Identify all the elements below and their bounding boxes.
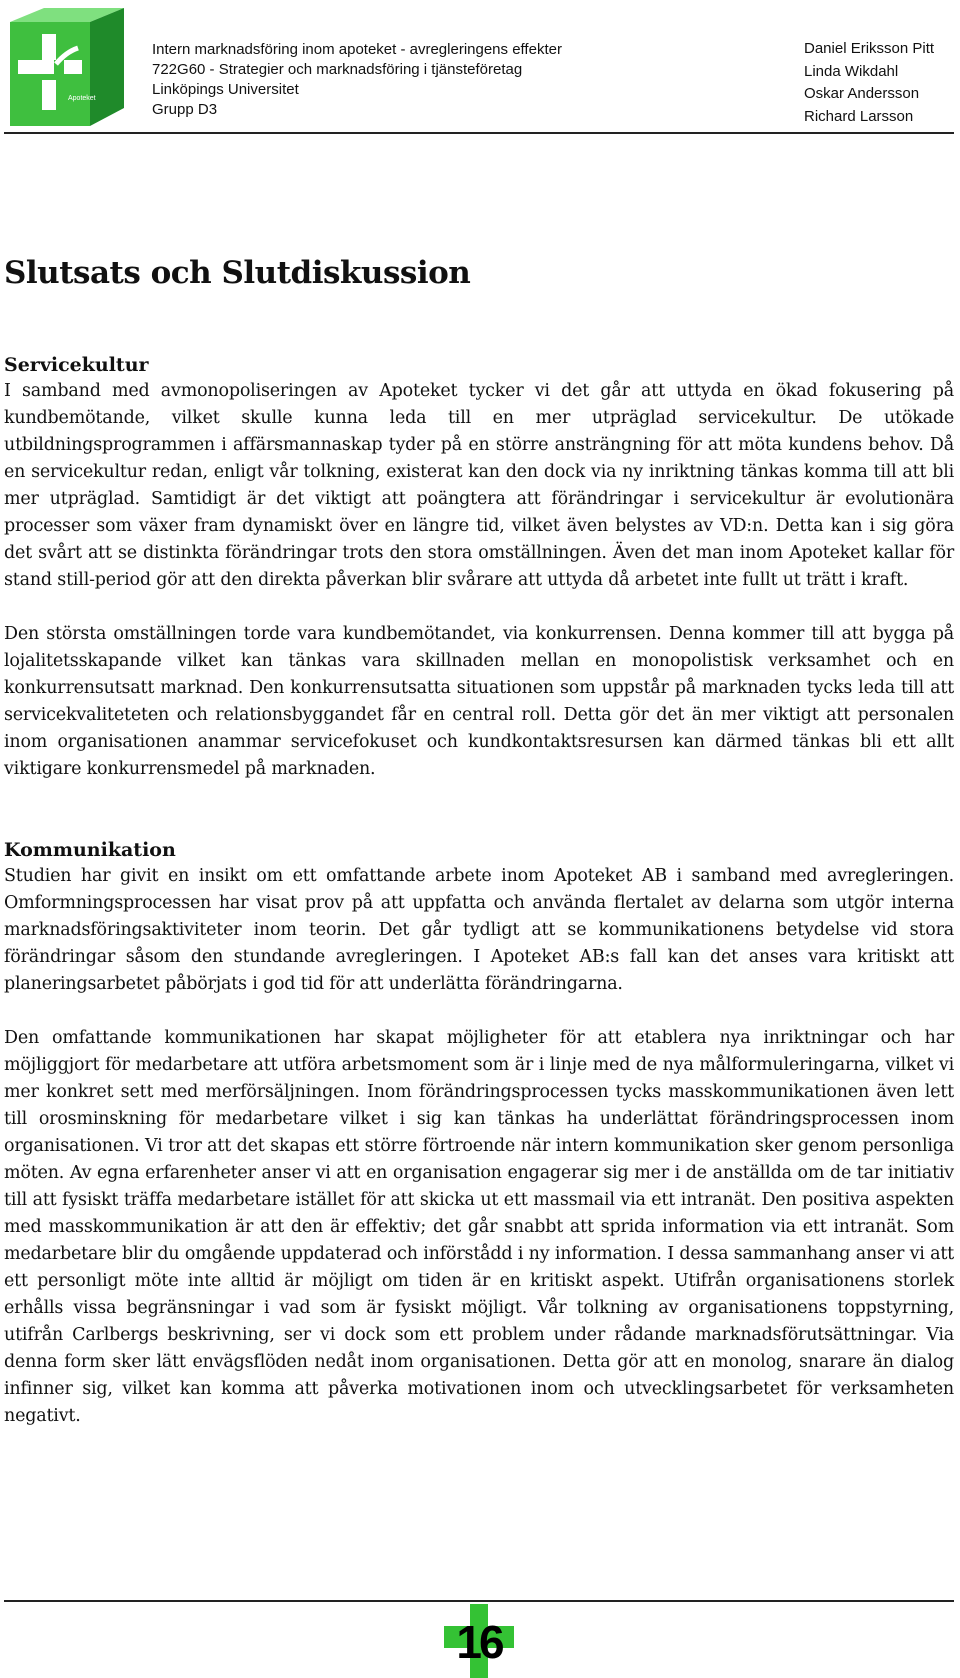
section-heading-servicekultur: Servicekultur xyxy=(4,354,149,376)
author: Linda Wikdahl xyxy=(804,62,899,80)
svg-text:Apoteket: Apoteket xyxy=(68,95,96,102)
author-list xyxy=(804,38,934,128)
university: Linköpings Universitet xyxy=(152,81,299,98)
course-info xyxy=(152,40,562,120)
paragraph: Studien har givit en insikt om ett omfattande arbete inom Apoteket AB i samband med avregleringen. Omformningsprocessen har visat prov på att uppfatta och använda flertalet av delarna som utgör interna marknadsföringsaktiviteter inom teorin. Det går tydligt att se kommunikationens betydelse vid stora förändringar såsom den stundande avregleringen. I Apoteket AB:s fall kan det anses vara kritiskt att planeringsarbetet påbörjats i god tid för att underlätta förändringarna. xyxy=(4,866,954,994)
paragraph: I samband med avmonopoliseringen av Apoteket tycker vi det går att uttyda en ökad fokusering på kundbemötande, vilket skulle kunna leda till en mer utpräglad servicekultur. De utökade utbildningsprogrammen i affärsmannaskap tyder på en större ansträngning för att möta kundens behov. Då en servicekultur redan, enligt vår tolkning, existerat kan den dock via ny inriktning tänkas komma till att bli mer utpräglad. Samtidigt är det viktigt att poängtera att förändringar i servicekultur är evolutionära processer som växer fram dynamiskt över en längre tid, vilket även belystes av VD:n. Detta kan i sig göra det svårt att se distinkta förändringar trots den stora omställningen. Även det man inom Apoteket kallar för stand still-period gör att den direkta påverkan blir svårare att uttyda då arbetet inte fullt ut trätt i kraft. xyxy=(4,381,954,590)
course-code: 722G60 - Strategier och marknadsföring i tjänsteföretag xyxy=(152,61,523,78)
author: Richard Larsson xyxy=(804,107,914,125)
page-title: Slutsats och Slutdiskussion xyxy=(4,255,471,291)
header-divider xyxy=(4,132,954,134)
main-content xyxy=(4,352,954,1430)
apoteket-logo-icon xyxy=(4,4,130,130)
report-title: Intern marknadsföring inom apoteket - avregleringens effekter xyxy=(152,41,562,58)
group-name: Grupp D3 xyxy=(152,101,218,118)
paragraph: Den största omställningen torde vara kundbemötandet, via konkurrensen. Denna kommer till att bygga på lojalitetsskapande vilket kan tänkas vara skillnaden mellan en monopolistisk verksamhet och en konkurrensutsatt marknad. Den konkurrensutsatta situationen som uppstår på marknaden tycks leda till att servicekvaliteteten och relationsbyggandet får en central roll. Detta gör det än mer viktigt att personalen inom organisationen anammar servicefokuset och kundkontaktsresursen kan därmed tänkas bli ett allt viktigare konkurrensmedel på marknaden. xyxy=(4,624,954,779)
section-heading-kommunikation: Kommunikation xyxy=(4,839,176,861)
paragraph: Den omfattande kommunikationen har skapat möjligheter för att etablera nya inriktningar och har möjliggjort för medarbetare att utföra arbetsmoment som är i linje med de nya målformuleringarna, vilket vi mer konkret sett med merförsäljningen. Inom förändringsprocessen tycks masskommunikationen även lett till orosminskning för medarbetare vilket i sig kan tänkas ha underlättat förändringsprocessen inom organisationen. Vi tror att det skapas ett större förtroende när intern kommunikation sker genom personliga möten. Av egna erfarenheter anser vi att en organisation engagerar sig mer i de anställda om de tar initiativ till att fysiskt träffa medarbetare istället för att skicka ut ett massmail via ett intranät. Den positiva aspekten med masskommunikation är att den är effektiv; det går snabbt att sprida information via ett intranät. Som medarbetare blir du omgående uppdaterad och införstådd i ny information. I dessa sammanhang anser vi att ett personligt möte inte alltid är möjligt om tiden är en kritiskt aspekt. Utifrån organisationens storlek erhålls vissa begränsningar i vad som är fysiskt möjligt. Vår tolkning av organisationens toppstyrning, utifrån Carlbergs beskrivning, ser vi dock som ett problem under rådande marknadsförutsättningar. Via denna form sker lätt envägsflöden nedåt inom organisationen. Detta gör att en monolog, snarare än dialog infinner sig, vilket kan komma att påverka motivationen inom och utvecklingsarbetet för verksamheten negativt. xyxy=(4,1028,954,1426)
footer-divider xyxy=(4,1600,954,1602)
author: Daniel Eriksson Pitt xyxy=(804,40,935,57)
page-number: 16 xyxy=(456,1616,502,1668)
author: Oskar Andersson xyxy=(804,85,920,102)
